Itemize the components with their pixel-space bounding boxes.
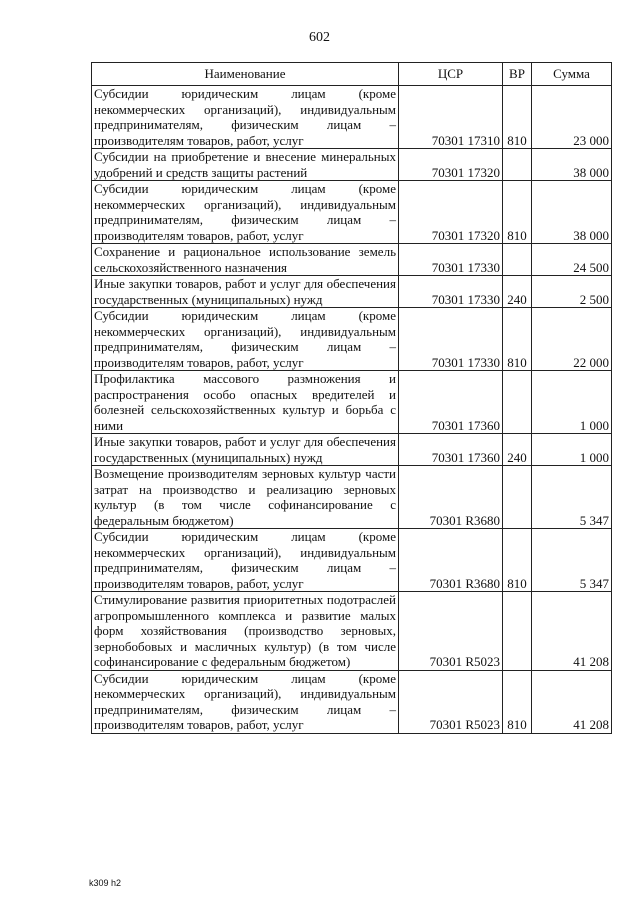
row-sum: 1 000 [532, 434, 612, 466]
header-vr: ВР [503, 63, 532, 86]
row-sum: 24 500 [532, 244, 612, 276]
row-csr: 70301 17330 [399, 308, 503, 371]
row-csr: 70301 17330 [399, 276, 503, 308]
table-row [92, 592, 612, 671]
row-vr: 810 [503, 181, 532, 244]
row-name: Иные закупки товаров, работ и услуг для обеспечения государственных (муниципальных) нужд [92, 434, 399, 466]
row-vr: 810 [503, 670, 532, 733]
row-name: Субсидии юридическим лицам (кроме некоммерческих организаций), индивидуальным предпринимателям, физическим лицам – производителям товаров, работ, услуг [92, 670, 399, 733]
row-vr [503, 149, 532, 181]
row-name: Возмещение производителям зерновых культур части затрат на производство и реализацию зерновых культур (в том числе софинансирование с федеральным бюджетом) [92, 466, 399, 529]
row-sum: 38 000 [532, 149, 612, 181]
row-csr: 70301 17310 [399, 86, 503, 149]
table-row [92, 86, 612, 149]
row-csr: 70301 17330 [399, 244, 503, 276]
row-csr: 70301 17320 [399, 149, 503, 181]
row-csr: 70301 R5023 [399, 592, 503, 671]
table-row [92, 371, 612, 434]
row-vr [503, 244, 532, 276]
row-sum: 41 208 [532, 670, 612, 733]
table-row [92, 529, 612, 592]
row-name: Субсидии на приобретение и внесение минеральных удобрений и средств защиты растений [92, 149, 399, 181]
table-row [92, 149, 612, 181]
row-csr: 70301 R3680 [399, 529, 503, 592]
row-csr: 70301 R5023 [399, 670, 503, 733]
row-name: Субсидии юридическим лицам (кроме некоммерческих организаций), индивидуальным предпринимателям, физическим лицам – производителям товаров, работ, услуг [92, 308, 399, 371]
row-sum: 5 347 [532, 529, 612, 592]
header-name: Наименование [92, 63, 399, 86]
row-name: Сохранение и рациональное использование земель сельскохозяйственного назначения [92, 244, 399, 276]
row-sum: 5 347 [532, 466, 612, 529]
row-name: Субсидии юридическим лицам (кроме некоммерческих организаций), индивидуальным предпринимателям, физическим лицам – производителям товаров, работ, услуг [92, 529, 399, 592]
row-sum: 2 500 [532, 276, 612, 308]
row-csr: 70301 R3680 [399, 466, 503, 529]
table-row [92, 181, 612, 244]
header-sum: Сумма [532, 63, 612, 86]
row-sum: 1 000 [532, 371, 612, 434]
row-csr: 70301 17360 [399, 371, 503, 434]
row-sum: 38 000 [532, 181, 612, 244]
row-sum: 41 208 [532, 592, 612, 671]
row-csr: 70301 17360 [399, 434, 503, 466]
row-csr: 70301 17320 [399, 181, 503, 244]
table-row [92, 670, 612, 733]
row-name: Иные закупки товаров, работ и услуг для обеспечения государственных (муниципальных) нужд [92, 276, 399, 308]
page-number: 602 [309, 30, 330, 45]
row-vr: 810 [503, 529, 532, 592]
footer-code: k309 h2 [89, 878, 122, 888]
row-vr: 240 [503, 434, 532, 466]
row-name: Стимулирование развития приоритетных подотраслей агропромышленного комплекса и развитие малых форм хозяйствования (производство зерновых, зернобобовых и масличных культур) (в том числе софинансирование с федеральным бюджетом) [92, 592, 399, 671]
row-sum: 23 000 [532, 86, 612, 149]
table-row [92, 244, 612, 276]
row-name: Субсидии юридическим лицам (кроме некоммерческих организаций), индивидуальным предпринимателям, физическим лицам – производителям товаров, работ, услуг [92, 181, 399, 244]
table-row [92, 466, 612, 529]
budget-table [91, 62, 612, 734]
table-row [92, 434, 612, 466]
row-vr [503, 466, 532, 529]
table-row [92, 308, 612, 371]
row-vr [503, 592, 532, 671]
row-vr: 240 [503, 276, 532, 308]
row-name: Субсидии юридическим лицам (кроме некоммерческих организаций), индивидуальным предпринимателям, физическим лицам – производителям товаров, работ, услуг [92, 86, 399, 149]
header-csr: ЦСР [399, 63, 503, 86]
table-header-row [92, 63, 612, 86]
row-name: Профилактика массового размножения и распространения особо опасных вредителей и болезней сельскохозяйственных культур и борьба с ними [92, 371, 399, 434]
row-sum: 22 000 [532, 308, 612, 371]
row-vr [503, 371, 532, 434]
table-row [92, 276, 612, 308]
row-vr: 810 [503, 308, 532, 371]
row-vr: 810 [503, 86, 532, 149]
